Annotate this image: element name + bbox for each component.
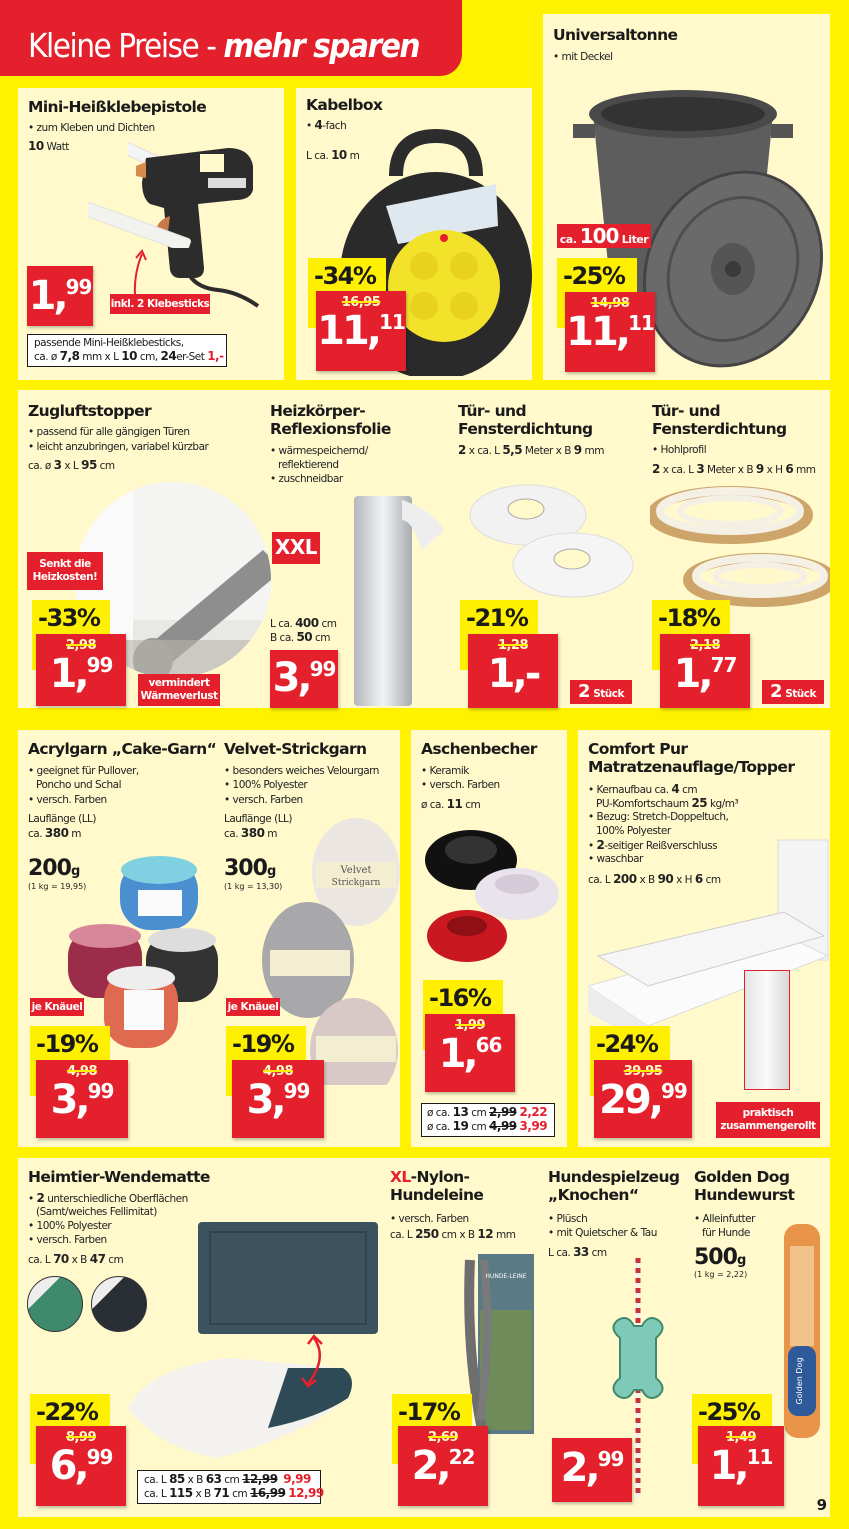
product-bullet-cont: PU-Komfortschaum 25 kg/m³ (596, 796, 739, 810)
product-spec: L ca. 33 cm (548, 1245, 607, 1259)
product-bullet: • Keramik (421, 764, 469, 778)
price-tag (468, 634, 558, 708)
product-bullet-cont: für Hunde (702, 1227, 750, 1239)
dog-sausage-image (780, 1216, 824, 1446)
product-spec: 10 Watt (28, 139, 69, 153)
product-card-seal-2[interactable] (640, 390, 830, 708)
product-title: Tür- und Fensterdichtung (652, 402, 787, 438)
product-title: Aschenbecher (421, 740, 537, 758)
old-price: 4,98 (66, 1064, 98, 1079)
product-bullet: • versch. Farben (28, 1233, 107, 1247)
product-spec: B ca. 50 cm (270, 630, 330, 644)
old-price: 4,98 (262, 1064, 294, 1079)
svg-text:Golden Dog: Golden Dog (795, 1357, 804, 1405)
product-spec: L ca. 400 cm (270, 616, 337, 630)
old-price: 2,18 (689, 638, 721, 653)
product-title: Comfort Pur Matratzenauflage/Topper (588, 740, 795, 776)
svg-text:Strickgarn: Strickgarn (331, 878, 381, 888)
runlength-value: ca. 380 m (28, 826, 82, 840)
product-card-draftstopper[interactable] (18, 390, 268, 708)
price-tag (594, 1060, 692, 1138)
product-spec: ø ca. 11 cm (421, 797, 481, 811)
price-tag (552, 1438, 632, 1502)
mattress-topper-image (588, 836, 830, 1046)
product-title: Kabelbox (306, 96, 383, 114)
info-tag: Senkt die Heizkosten! (27, 552, 103, 590)
variant-row: ca. L 85 x B 63 cm 12,99 9,99 (144, 1472, 311, 1486)
foil-roll-image (352, 490, 448, 708)
product-spec: ca. ø 3 x L 95 cm (28, 458, 115, 472)
product-spec: ca. L 70 x B 47 cm (28, 1252, 124, 1266)
product-title: Velvet-Strickgarn (224, 740, 367, 758)
info-tag: je Knäuel (30, 998, 84, 1016)
product-card-leash[interactable] (380, 1158, 538, 1517)
product-card-cablebox[interactable] (296, 88, 532, 380)
product-card-topper[interactable] (578, 730, 830, 1147)
current-price: 11,11 (566, 309, 654, 355)
weight: 500g (694, 1245, 746, 1270)
product-card-gluegun[interactable] (18, 88, 284, 380)
product-title: Tür- und Fensterdichtung (458, 402, 593, 438)
product-bullet: • zuschneidbar (270, 472, 343, 486)
product-title: Mini-Heißklebepistole (28, 98, 207, 116)
variant-row: ø ca. 19 cm 4,99 3,99 (427, 1119, 548, 1133)
product-bullet: • mit Quietscher & Tau (548, 1226, 657, 1240)
product-bullet: • versch. Farben (421, 778, 500, 792)
old-price: 16,95 (341, 295, 381, 310)
color-swatch-green[interactable] (27, 1276, 83, 1332)
discount-badge: -25% (692, 1394, 772, 1464)
product-bullet: • 100% Polyester (28, 1219, 111, 1233)
discount-badge: -19% (30, 1026, 110, 1096)
current-price: 3,99 (50, 1077, 114, 1123)
current-price: 1,77 (673, 651, 737, 697)
product-bullet: • Plüsch (548, 1212, 587, 1226)
price-tag (425, 1014, 515, 1092)
product-spec: L ca. 10 m (306, 148, 360, 162)
current-price: 2,99 (560, 1445, 624, 1491)
pet-mat-image (118, 1218, 380, 1468)
product-card-bone[interactable] (538, 1158, 684, 1517)
product-spec: 2 x ca. L 3 Meter x B 9 x H 6 mm (652, 462, 816, 476)
product-bullet: • mit Deckel (553, 50, 613, 64)
runlength-label: Lauflänge (LL) (224, 813, 292, 825)
quantity-tag: 2 Stück (570, 680, 632, 704)
discount-badge: -34% (308, 258, 386, 328)
product-bullet: • zum Kleben und Dichten (28, 121, 155, 135)
unit-price: (1 kg = 2,22) (694, 1270, 748, 1279)
product-card-velvetyarn[interactable] (214, 730, 400, 1147)
product-title: Acrylgarn „Cake-Garn“ (28, 740, 217, 758)
product-bullet: • besonders weiches Velourgarn (224, 764, 379, 778)
current-price: 1,99 (28, 273, 92, 319)
price-tag (698, 1426, 784, 1506)
price-tag (565, 292, 655, 372)
capacity-tag: ca. 100 Liter (557, 224, 651, 248)
product-bullet: • 2 unterschiedliche Oberflächen (28, 1191, 188, 1206)
size-variants-box (137, 1470, 324, 1504)
old-price: 1,49 (725, 1430, 757, 1445)
old-price: 1,28 (497, 638, 529, 653)
product-bullet: • waschbar (588, 852, 643, 866)
info-tag: inkl. 2 Klebesticks (110, 294, 210, 314)
product-bullet: • versch. Farben (224, 793, 303, 807)
discount-badge: -24% (590, 1026, 670, 1096)
product-bullet: • versch. Farben (28, 793, 107, 807)
rolled-topper-image (744, 970, 790, 1090)
size-variants-box (421, 1103, 555, 1137)
seal-tape-image (468, 475, 638, 615)
unit-price: (1 kg = 19,95) (28, 882, 87, 891)
product-title: Universaltonne (553, 26, 678, 44)
product-bullet-cont: reflektierend (278, 459, 339, 471)
current-price: 3,99 (272, 655, 336, 701)
product-card-seal-1[interactable] (448, 390, 640, 708)
old-price: 1,99 (454, 1018, 486, 1033)
product-bullet: • Bezug: Stretch-Doppeltuch, (588, 810, 728, 824)
quantity-tag: 2 Stück (762, 680, 824, 704)
page-number: 9 (816, 1496, 827, 1514)
page-title: Kleine Preise - mehr sparen (28, 26, 419, 65)
discount-badge: -33% (32, 600, 110, 670)
product-bullet: • Kernaufbau ca. 4 cm (588, 782, 697, 797)
product-card-sausage[interactable] (684, 1158, 830, 1517)
glue-stick-image (88, 188, 198, 248)
current-price: 29,99 (599, 1077, 687, 1123)
product-bullet-cont: Poncho und Schal (36, 779, 121, 791)
product-bullet: • 4-fach (306, 118, 346, 133)
current-price: 3,99 (246, 1077, 310, 1123)
old-price: 8,99 (65, 1430, 97, 1445)
product-title: Golden Dog Hundewurst (694, 1168, 795, 1204)
price-tag (398, 1426, 488, 1506)
discount-badge: -16% (423, 980, 503, 1050)
price-tag (36, 1426, 126, 1506)
old-price: 14,98 (590, 296, 630, 311)
ashtray-image (417, 822, 567, 972)
info-tag: praktisch zusammengerollt (716, 1102, 820, 1138)
product-card-petmat[interactable] (18, 1158, 380, 1517)
current-price: 1,99 (49, 651, 113, 697)
current-price: 1,- (487, 651, 539, 697)
discount-badge: -22% (30, 1394, 110, 1464)
xxl-badge: XXL (272, 532, 320, 564)
product-spec: 2 x ca. L 5,5 Meter x B 9 mm (458, 443, 604, 457)
discount-badge: -21% (460, 600, 538, 670)
variant-row: ca. L 115 x B 71 cm 16,99 12,99 (144, 1486, 324, 1500)
info-tag: vermindert Wärmeverlust (138, 674, 220, 706)
current-price: 1,11 (709, 1443, 773, 1489)
cake-yarn-image (58, 850, 218, 1050)
product-bullet: • Hohlprofil (652, 443, 706, 457)
product-bullet: • geeignet für Pullover, (28, 764, 139, 778)
weight: 200g (28, 856, 80, 881)
discount-badge: -19% (226, 1026, 306, 1096)
product-bullet: • 100% Polyester (224, 778, 307, 792)
product-bullet: • versch. Farben (390, 1212, 469, 1226)
old-price: 2,98 (65, 638, 97, 653)
product-title: Heimtier-Wendematte (28, 1168, 210, 1186)
price-tag (27, 266, 93, 326)
unit-price: (1 kg = 13,30) (224, 882, 283, 891)
product-bullet: • leicht anzubringen, variabel kürzbar (28, 440, 208, 454)
product-bullet: • Alleinfutter (694, 1212, 755, 1226)
discount-badge: -17% (392, 1394, 472, 1464)
accessory-offer-box: passende Mini-Heißklebesticks, ca. ø 7,8 mm x L 10 cm, 24er-Set 1,- (27, 334, 227, 367)
product-bullet-cont: 100% Polyester (596, 825, 671, 837)
product-title: Heizkörper- Reflexionsfolie (270, 402, 391, 438)
price-tag (232, 1060, 324, 1138)
product-spec: ca. L 200 x B 90 x H 6 cm (588, 872, 721, 886)
current-price: 1,66 (438, 1031, 502, 1077)
current-price: 2,22 (411, 1443, 475, 1489)
old-price: 39,95 (623, 1064, 663, 1079)
product-bullet-cont: (Samt/weiches Fellimitat) (36, 1206, 157, 1218)
dog-leash-image (462, 1250, 538, 1440)
price-tag (36, 634, 126, 706)
discount-badge: -18% (652, 600, 730, 670)
product-bullet: • wärmespeichernd/ (270, 444, 368, 458)
variant-row: ø ca. 13 cm 2,99 2,22 (427, 1105, 548, 1119)
weight: 300g (224, 856, 276, 881)
product-bullet: • 2-seitiger Reißverschluss (588, 838, 717, 853)
price-tag (660, 634, 750, 708)
product-card-foil[interactable] (262, 390, 448, 708)
info-tag: je Knäuel (226, 998, 280, 1016)
svg-text:Velvet: Velvet (340, 865, 372, 876)
price-tag (316, 291, 406, 371)
old-price: 2,69 (427, 1430, 459, 1445)
product-title: Zugluftstopper (28, 402, 152, 420)
product-card-bin[interactable] (543, 14, 830, 380)
current-price: 11,11 (317, 308, 405, 354)
runlength-value: ca. 380 m (224, 826, 278, 840)
svg-text:HUNDE-LEINE: HUNDE-LEINE (485, 1273, 527, 1280)
product-title: XL-Nylon- Hundeleine (390, 1168, 484, 1204)
product-title: Hundespielzeug „Knochen“ (548, 1168, 680, 1204)
product-card-ashtray[interactable] (411, 730, 567, 1147)
header-banner (0, 0, 462, 76)
current-price: 6,99 (49, 1443, 113, 1489)
price-tag (270, 650, 338, 708)
price-tag (36, 1060, 128, 1138)
product-spec: ca. L 250 cm x B 12 mm (390, 1227, 516, 1241)
runlength-label: Lauflänge (LL) (28, 813, 96, 825)
product-card-cakeyarn[interactable] (18, 730, 217, 1147)
product-bullet: • passend für alle gängigen Türen (28, 425, 190, 439)
discount-badge: -25% (557, 258, 637, 328)
